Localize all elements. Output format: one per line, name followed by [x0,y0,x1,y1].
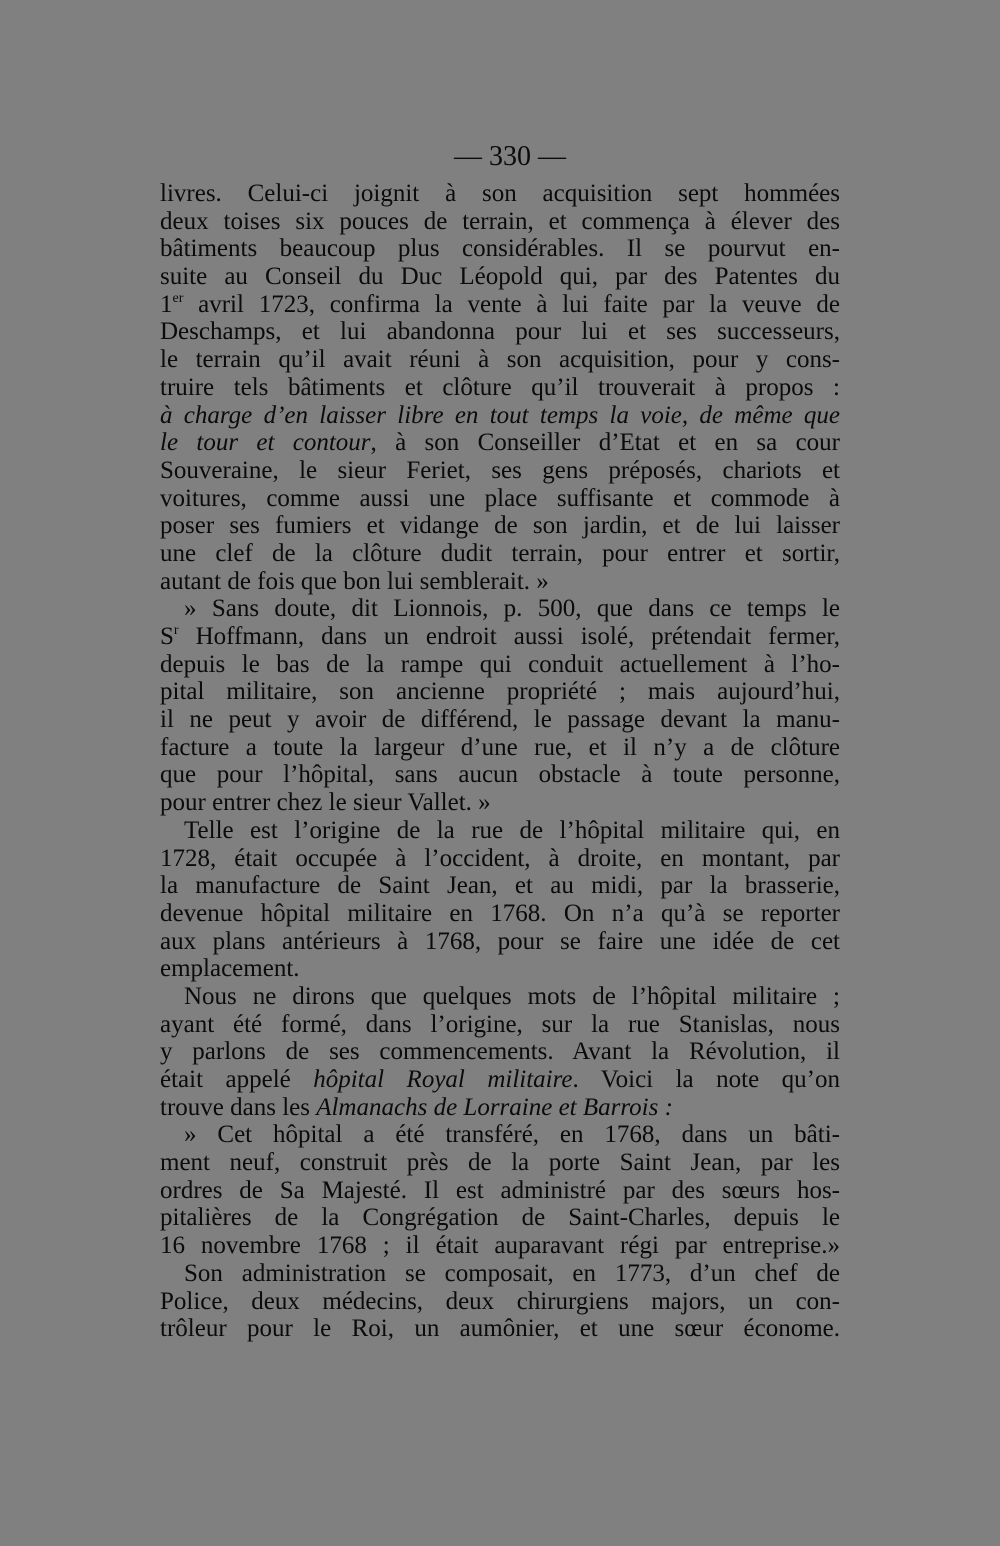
text-line: 1er avril 1723, confirma la vente à lui faite par la veuve de [160,290,840,318]
text-line: deux toises six pouces de terrain, et commença à élever des [160,207,840,235]
text-line: facture a toute la largeur d’une rue, et il n’y a de clôture [160,733,840,761]
text-line: poser ses fumiers et vidange de son jardin, et de lui laisser [160,512,840,540]
text-line: ayant été formé, dans l’origine, sur la rue Stanislas, nous [160,1010,840,1038]
text-line: Police, deux médecins, deux chirurgiens majors, un con- [160,1287,840,1315]
text-line: ment neuf, construit près de la porte Saint Jean, par les [160,1149,840,1177]
text-line: 16 novembre 1768 ; il était auparavant régi par entreprise.» [160,1232,840,1260]
text-line: ordres de Sa Majesté. Il est administré par des sœurs hos- [160,1176,840,1204]
text-line: à charge d’en laisser libre en tout temps la voie, de même que [160,401,840,429]
text-line: Telle est l’origine de la rue de l’hôpital militaire qui, en [184,816,840,844]
body-text [160,180,840,1343]
text-line: il ne peut y avoir de différend, le passage devant la manu- [160,706,840,734]
text-line: » Cet hôpital a été transféré, en 1768, dans un bâti- [184,1121,840,1149]
text-line: le tour et contour, à son Conseiller d’Etat et en sa cour [160,429,840,457]
text-line: depuis le bas de la rampe qui conduit actuellement à l’ho- [160,650,840,678]
text-line: une clef de la clôture dudit terrain, pour entrer et sortir, [160,539,840,567]
text-line: la manufacture de Saint Jean, et au midi, par la brasserie, [160,872,840,900]
text-line: trôleur pour le Roi, un aumônier, et une sœur économe. [160,1315,840,1343]
book-page [160,140,840,1343]
text-line: était appelé hôpital Royal militaire. Voici la note qu’on [160,1066,840,1093]
text-line: que pour l’hôpital, sans aucun obstacle à toute personne, [160,761,840,789]
text-line: emplacement. [160,955,300,983]
text-line: devenue hôpital militaire en 1768. On n’a qu’à se reporter [160,899,840,927]
text-line: Souveraine, le sieur Feriet, ses gens préposés, chariots et [160,456,840,484]
text-line: y parlons de ses commencements. Avant la Révolution, il [160,1038,840,1066]
text-line: pitalières de la Congrégation de Saint-Charles, depuis le [160,1204,840,1232]
text-line: le terrain qu’il avait réuni à son acquisition, pour y cons- [160,346,840,374]
page-number: — 330 — [454,141,566,172]
text-line: livres. Celui-ci joignit à son acquisition sept hommées [160,180,840,207]
text-line: voitures, comme aussi une place suffisante et commode à [160,484,840,512]
text-line: 1728, était occupée à l’occident, à droite, en montant, par [160,844,840,872]
text-line: $S^r$ Hoffmann, dans un endroit aussi isolé, prétendait fermer, [160,623,840,650]
text-line: » Sans doute, dit Lionnois, p. 500, que dans ce temps le [184,595,840,623]
text-line: Deschamps, et lui abandonna pour lui et ses successeurs, [160,318,840,346]
text-line: bâtiments beaucoup plus considérables. Il se pourvut en- [160,235,840,263]
text-line: Nous ne dirons que quelques mots de l’hôpital militaire ; [184,982,840,1010]
text-line: Son administration se composait, en 1773, d’un chef de [184,1259,840,1287]
text-line: aux plans antérieurs à 1768, pour se faire une idée de cet [160,927,840,955]
text-line: pour entrer chez le sieur Vallet. » [160,789,491,817]
text-line: suite au Conseil du Duc Léopold qui, par des Patentes du [160,263,840,291]
text-line: pital militaire, son ancienne propriété ; mais aujourd’hui, [160,678,840,706]
text-line: autant de fois que bon lui semblerait. » [160,567,549,595]
text-line: truire tels bâtiments et clôture qu’il trouverait à propos : [160,373,840,401]
text-line: trouve dans les Almanachs de Lorraine et Barrois : [160,1093,673,1121]
